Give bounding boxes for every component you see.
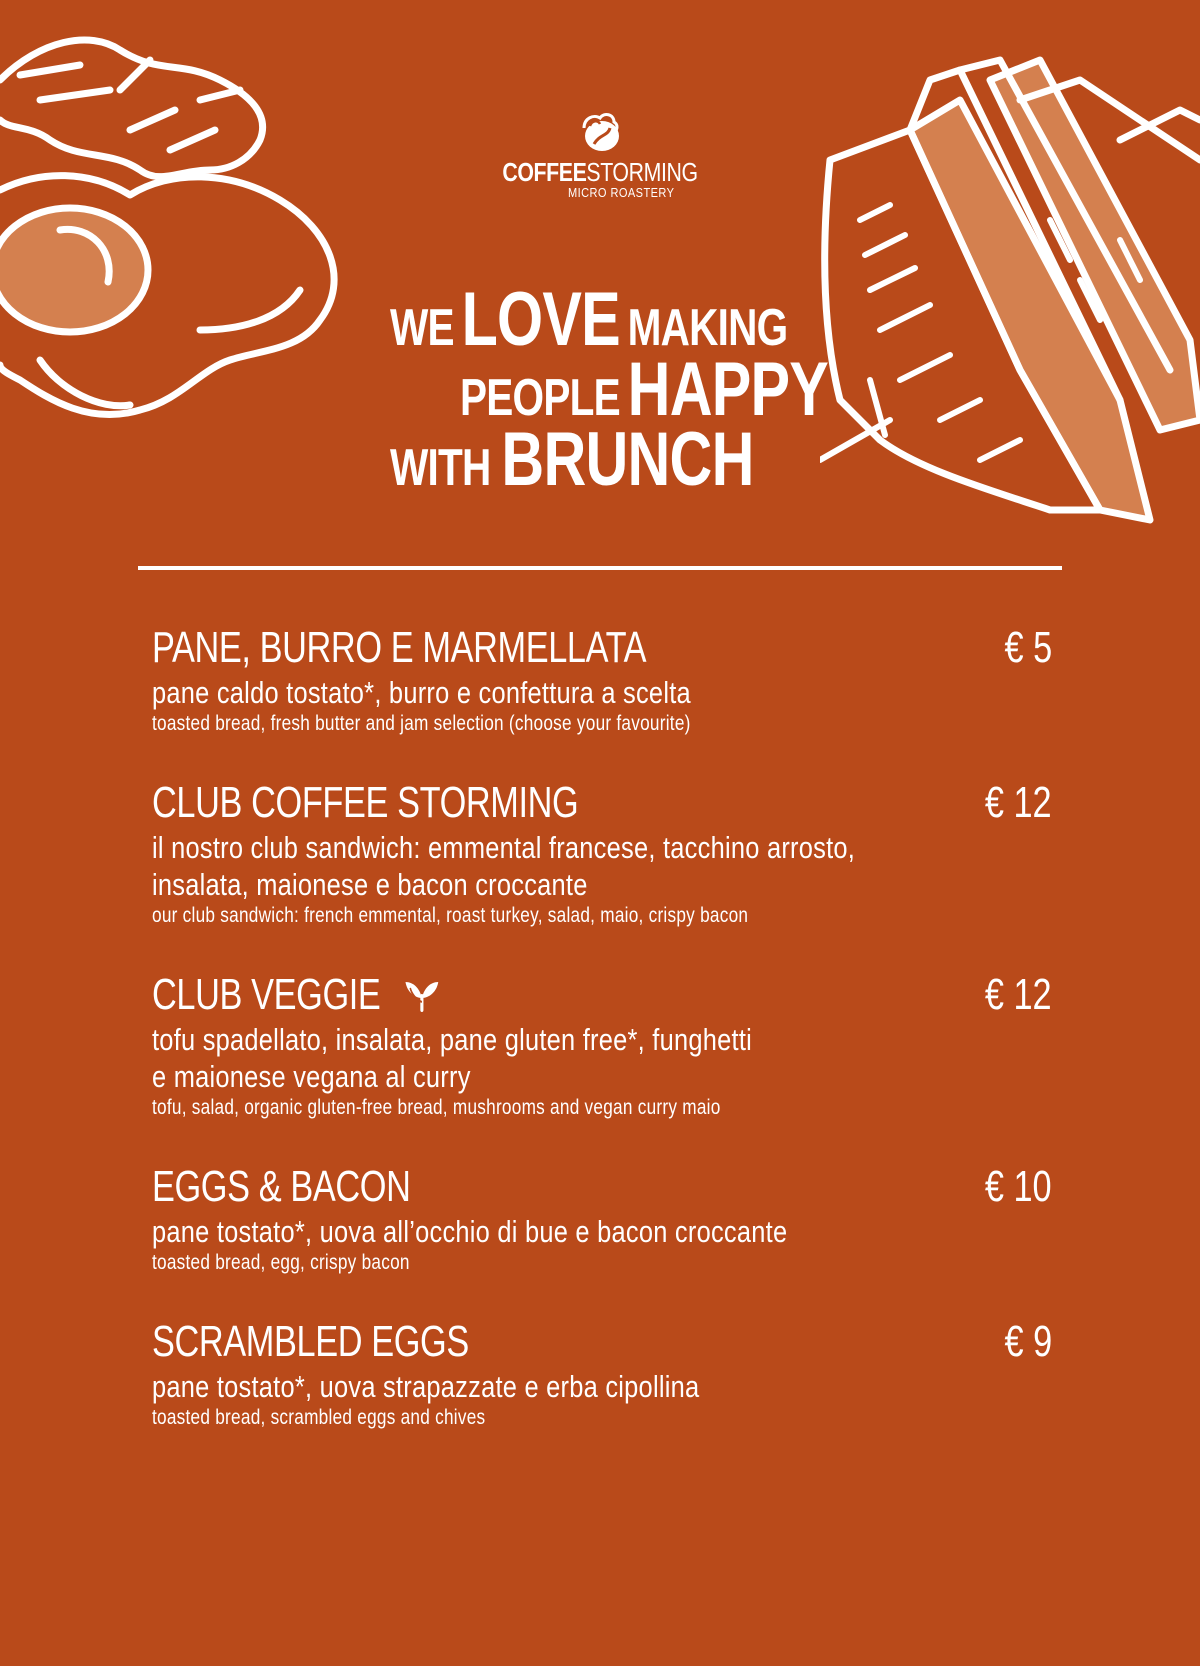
headline xyxy=(390,277,829,502)
item-description-it: pane tostato*, uova strapazzate e erba cipollina xyxy=(152,1369,700,1404)
item-price: € 5 xyxy=(1004,623,1052,672)
item-price: € 12 xyxy=(985,970,1052,1019)
item-name-text: CLUB VEGGIE xyxy=(152,970,381,1019)
item-description-en: toasted bread, egg, crispy bacon xyxy=(152,1251,410,1274)
headline-making: MAKING xyxy=(627,299,788,357)
menu-item xyxy=(152,1161,1052,1276)
fried-egg-illustration xyxy=(0,20,360,460)
item-description-it: pane tostato*, uova all’occhio di bue e bacon croccante xyxy=(152,1214,788,1249)
brand-logo xyxy=(480,110,720,200)
menu-item xyxy=(152,1316,1052,1431)
item-name: PANE, BURRO E MARMELLATA xyxy=(152,623,647,672)
item-description-en: tofu, salad, organic gluten-free bread, mushrooms and vegan curry maio xyxy=(152,1096,721,1119)
item-name: EGGS & BACON xyxy=(152,1162,411,1211)
headline-with: WITH xyxy=(390,439,491,497)
headline-brunch: BRUNCH xyxy=(501,417,754,502)
item-name: CLUB COFFEE STORMING xyxy=(152,778,579,827)
item-price: € 9 xyxy=(1004,1317,1052,1366)
item-description-it: il nostro club sandwich: emmental francese, tacchino arrosto, xyxy=(152,830,856,865)
club-sandwich-illustration xyxy=(820,40,1200,560)
menu-item xyxy=(152,622,1052,737)
headline-we: WE xyxy=(390,299,454,357)
item-description-it: pane caldo tostato*, burro e confettura a scelta xyxy=(152,675,691,710)
brand-subtitle: MICRO ROASTERY xyxy=(568,185,675,200)
menu-item xyxy=(152,777,1052,929)
item-price: € 10 xyxy=(985,1162,1052,1211)
brand-name: COFFEESTORMING xyxy=(502,157,698,187)
item-description-it: e maionese vegana al curry xyxy=(152,1059,471,1094)
item-description-it: insalata, maionese e bacon croccante xyxy=(152,867,588,902)
menu-item xyxy=(152,969,1052,1121)
item-description-en: our club sandwich: french emmental, roast turkey, salad, maio, crispy bacon xyxy=(152,904,749,927)
headline-people: PEOPLE xyxy=(460,369,620,427)
item-description-it: tofu spadellato, insalata, pane gluten free*, funghetti xyxy=(152,1022,753,1057)
item-name: SCRAMBLED EGGS xyxy=(152,1317,469,1366)
item-description-en: toasted bread, scrambled eggs and chives xyxy=(152,1406,486,1429)
coffee-bean-brain-icon xyxy=(578,110,622,154)
section-divider xyxy=(138,566,1062,570)
headline-love: LOVE xyxy=(461,277,620,362)
item-price: € 12 xyxy=(985,778,1052,827)
item-description-en: toasted bread, fresh butter and jam selection (choose your favourite) xyxy=(152,712,691,735)
item-name xyxy=(152,969,440,1021)
menu-list xyxy=(152,622,1052,1459)
vegan-leaf-icon xyxy=(404,978,440,1012)
headline-happy: HAPPY xyxy=(627,347,829,432)
